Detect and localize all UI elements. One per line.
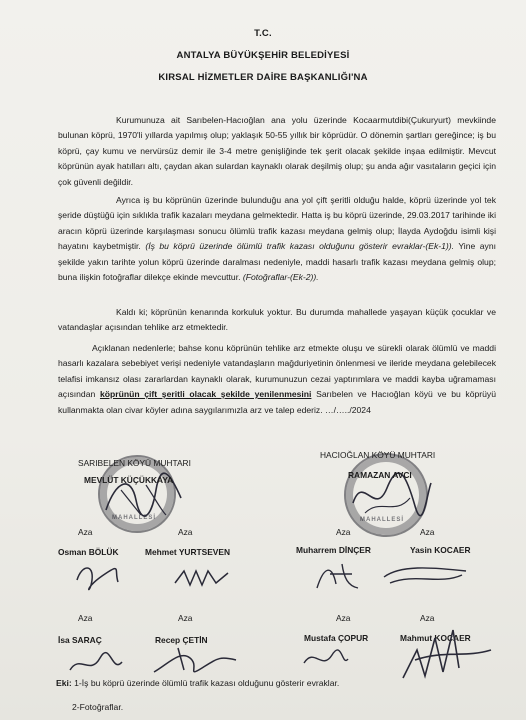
- paragraph-4-text-a: Açıklanan nedenlerle; bahse konu köprünün tehlike arz etmekte oluşu ve sürekli olarak ölümlü ve maddi hasarlı kazalara sebebiyet verişi nedeniyle vatandaşların mağduriyetinin önlenmesi ve ileride meydana gelebilecek telafisi imkansız olası zararlardan kaynaklı olarak, kurumunuzun cezai yaptırımlara ve maddi kayba uğramaması açısından: [58, 343, 496, 400]
- member-name-2: Mehmet YURTSEVEN: [145, 547, 231, 557]
- aza-label: Aza: [336, 527, 351, 537]
- left-muhtar-title: SARIBELEN KÖYÜ MUHTARI: [78, 458, 191, 468]
- member-name-6: Recep ÇETİN: [155, 635, 208, 645]
- aza-label: Aza: [78, 613, 93, 623]
- paragraph-2-text-c: Yine aynı şekilde yakın tarihte yolun köprü üzerinde daralması nedeniyle, maddi hasarlı trafik kazası meydana gelmiş olup; buna ilişkin fotoğraflar dilekçe ekinde mevcuttur.: [58, 241, 496, 283]
- right-muhtar-name: RAMAZAN AVCI: [348, 470, 412, 480]
- header-tc: T.C.: [254, 28, 272, 39]
- member-signature-3: [312, 560, 362, 592]
- member-name-5: İsa SARAÇ: [58, 635, 102, 645]
- haciolan-stamp: MAHALLESİ: [344, 453, 428, 537]
- attachment-item-1: 1-İş bu köprü üzerinde ölümlü trafik kazası olduğunu gösterir evraklar.: [74, 678, 340, 688]
- header-department: KIRSAL HİZMETLER DAİRE BAŞKANLIĞI'NA: [158, 72, 368, 83]
- member-signature-8: [395, 620, 495, 685]
- paragraph-2-ref-ek1: (İş bu köprü üzerinde ölümlü trafik kazası olduğunu gösterir evraklar-(Ek-1)).: [145, 241, 455, 252]
- paragraph-2: [58, 193, 496, 285]
- member-signature-1: [72, 562, 122, 592]
- member-name-8: Mahmut KOCAER: [400, 633, 471, 643]
- member-name-4: Yasin KOCAER: [410, 545, 471, 555]
- paragraph-3: Kaldı ki; köprünün kenarında korkuluk yoktur. Bu durumda mahallede yaşayan küçük çocuklar ve vatandaşlar açısından tehlike arz etmektedir.: [58, 307, 496, 333]
- paragraph-4-request: köprünün çift şeritli olacak şekilde yenilenmesini: [99, 389, 312, 400]
- aza-label: Aza: [178, 613, 193, 623]
- member-signature-5: [66, 648, 126, 680]
- left-muhtar-name: MEVLÜT KÜÇÜKKAYA: [84, 475, 174, 485]
- aza-label: Aza: [420, 613, 435, 623]
- member-signature-4: [380, 563, 470, 588]
- saribelen-stamp: MAHALLESİ: [98, 455, 176, 533]
- aza-label: Aza: [420, 527, 435, 537]
- member-name-1: Osman BÖLÜK: [58, 547, 119, 557]
- member-signature-2: [172, 565, 232, 590]
- paragraph-4: [58, 341, 496, 418]
- attachments-label: Eki:: [56, 678, 72, 688]
- paragraph-2-ref-ek2: (Fotoğraflar-(Ek-2)).: [242, 272, 319, 283]
- aza-label: Aza: [336, 613, 351, 623]
- attachment-item-2: 2-Fotoğraflar.: [72, 702, 124, 712]
- member-name-3: Muharrem DİNÇER: [296, 545, 371, 555]
- aza-label: Aza: [178, 527, 193, 537]
- member-name-7: Mustafa ÇOPUR: [304, 633, 369, 643]
- member-signature-7: [300, 645, 350, 673]
- header-municipality: ANTALYA BÜYÜKŞEHİR BELEDİYESİ: [176, 50, 350, 61]
- right-muhtar-title: HACIOĞLAN KÖYÜ MUHTARI: [320, 450, 436, 460]
- member-signature-6: [150, 640, 240, 680]
- paragraph-1: Kurumunuza ait Sarıbelen-Hacıoğlan ana yolu üzerinde Kocaarmutdibi(Çukuryurt) mevkiinde bulunan köprü, 1970'li yıllarda yapılmış olup; yaklaşık 50-55 yıllık bir köprüdür. O dönemin şartları gereğince; iş bu köprü, çay kumu ve nervürsüz demir ile 3-4 metre genişliğinde tek şerit olacak şekilde inşaa edilmiştir. Mevcut köprünün ayak hatılları altı, çaydan akan sulardan kaynaklı olarak deşilmiş olup; şu anda ağır vasıtaların geçici için çok güvenli değildir.: [58, 115, 496, 187]
- attachments: [56, 678, 339, 688]
- paragraph-4-text-c: Sarıbelen ve Hacıoğlan köyü ve bu köprüyü kullanmakta olan civar köyler adına saygılarımızla arz ve talep ederiz. …/…../2024: [58, 389, 497, 415]
- aza-label: Aza: [78, 527, 93, 537]
- paragraph-2-text-a: Ayrıca iş bu köprünün üzerinde bulunduğu ana yol çift şeritli olduğu halde, köprü üzerinde yol tek şeride düştüğü için sıklıkla trafik kazaları meydana gelmektedir. Hatta iş bu köprü üzerinde, 29.03.2017 tarihinde iki aracın köprü üzerinde karşılaşması sonucu ölümlü trafik kazası meydana gelmiş olup; İlayda Aydoğdu isimli kişi hayatını kaybetmiştir.: [58, 195, 496, 252]
